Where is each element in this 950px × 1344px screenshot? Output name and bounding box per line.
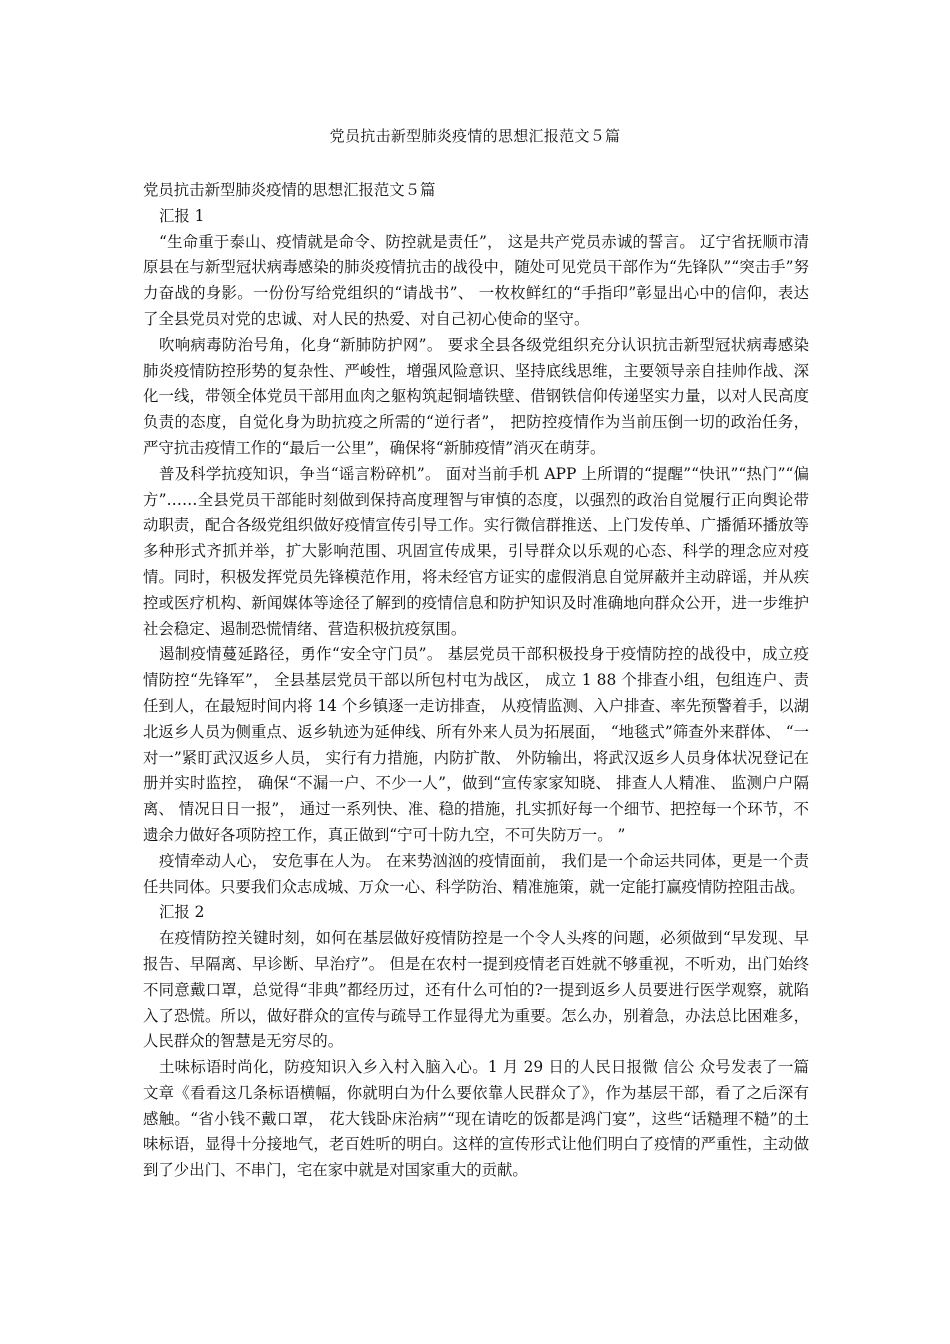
document-title: 党员抗击新型肺炎疫情的思想汇报范文５篇 xyxy=(329,127,621,145)
paragraph: 吹响病毒防治号角，化身“新肺防护网”。 要求全县各级党组织充分认识抗击新型冠状病毒感染肺炎疫情防控形势的复杂性、严峻性，增强风险意识、坚持底线思维，主要领导亲自挂帅作战、深化一线，带领全体党员干部用血肉之躯构筑起铜墙铁壁、借钢铁信仰传递坚实力量，以对人民高度负责的态度，自觉化身为助抗疫之所需的“逆行者”， 把防控疫情作为当前压倒一切的政治任务， 严守抗击疫情工作的“最后一公里”，确保将“新肺疫情”消灭在萌芽。 xyxy=(143,335,809,457)
paragraph: 疫情牵动人心， 安危事在人为。 在来势汹汹的疫情面前， 我们是一个命运共同体，更是一个责任共同体。只要我们众志成城、万众一心、科学防治、精准施策，就一定能打赢疫情防控阻击战。 xyxy=(143,851,809,896)
section-heading-2: 汇报 2 xyxy=(159,903,205,922)
document-subtitle: 党员抗击新型肺炎疫情的思想汇报范文５篇 xyxy=(143,181,436,199)
paragraph: 土味标语时尚化，防疫知识入乡入村入脑入心。1 月 29 日的人民日报微 信公 众号发表了一篇文章《看看这几条标语横幅，你就明白为什么要依靠人民群众了》，作为基层干部，看了之后深有感触。“省小钱不戴口罩， 花大钱卧床治病”“现在请吃的饭都是鸿门宴”，这些“话糙理不糙”的土味标语，显得十分接地气，老百姓听的明白。这样的宣传形式让他们明白了疫情的严重性，主动做到了少出门、不串门，宅在家中就是对国家重大的贡献。 xyxy=(143,1058,809,1180)
paragraph: 普及科学抗疫知识，争当“谣言粉碎机”。 面对当前手机 APP 上所谓的“提醒”“快讯”“热门”“偏方”……全县党员干部能时刻做到保持高度理智与审慎的态度，以强烈的政治自觉履行正向舆论带动职责，配合各级党组织做好疫情宣传引导工作。实行微信群推送、上门发传单、广播循环播放等多种形式齐抓并举，扩大影响范围、巩固宣传成果，引导群众以乐观的心态、科学的理念应对疫情。同时，积极发挥党员先锋模范作用，将未经官方证实的虚假消息自觉屏蔽并主动辟谣，并从疾控或医疗机构、新闻媒体等途径了解到的疫情信息和防护知识及时准确地向群众公开，进一步维护社会稳定、遏制恐慌情绪、营造积极抗疫氛围。 xyxy=(143,464,809,638)
paragraph: 在疫情防控关键时刻，如何在基层做好疫情防控是一个令人头疼的问题，必须做到“早发现、早报告、早隔离、早诊断、早治疗”。 但是在农村一提到疫情老百姓就不够重视，不听劝，出门始终不同意戴口罩，总觉得“非典”都经历过，还有什么可怕的?一提到返乡人员要进行医学观察，就陷入了恐慌。所以，做好群众的宣传与疏导工作显得尤为重要。怎么办，别着急，办法总比困难多，人民群众的智慧是无穷尽的。 xyxy=(143,929,809,1051)
section-heading-1: 汇报 1 xyxy=(159,206,205,225)
paragraph: 遏制疫情蔓延路径，勇作“安全守门员”。 基层党员干部积极投身于疫情防控的战役中，成立疫情防控“先锋军”， 全县基层党员干部以所包村屯为战区， 成立 1 88 个排查小组，包组连户、责任到人，在最短时间内将 14 个乡镇逐一走访排查， 从疫情监测、入户排查、率先预警着手，以湖北返乡人员为侧重点、返乡轨迹为延伸线、所有外来人员为拓展面， “地毯式”筛查外来群体、 “一对一”紧盯武汉返乡人员， 实行有力措施，内防扩散、 外防输出，将武汉返乡人员身体状况登记在册并实时监控， 确保“不漏一户、不少一人”，做到“宣传家家知晓、 排查人人精准、 监测户户隔离、 情况日日一报”， 通过一系列快、准、稳的措施，扎实抓好每一个细节、把控每一个环节，不遗余力做好各项防控工作，真正做到“宁可十防九空，不可失防万一。 ” xyxy=(143,645,809,844)
document-body xyxy=(143,178,809,1184)
paragraph: “生命重于泰山、疫情就是命令、防控就是责任”， 这是共产党员赤诚的誓言。 辽宁省抚顺市清原县在与新型冠状病毒感染的肺炎疫情抗击的战役中，随处可见党员干部作为“先锋队”“突击手”努力奋战的身影。一份份写给党组织的“请战书”、 一枚枚鲜红的“手指印”彰显出心中的信仰，表达了全县党员对党的忠诚、对人民的热爱、对自己初心使命的坚守。 xyxy=(143,232,809,328)
